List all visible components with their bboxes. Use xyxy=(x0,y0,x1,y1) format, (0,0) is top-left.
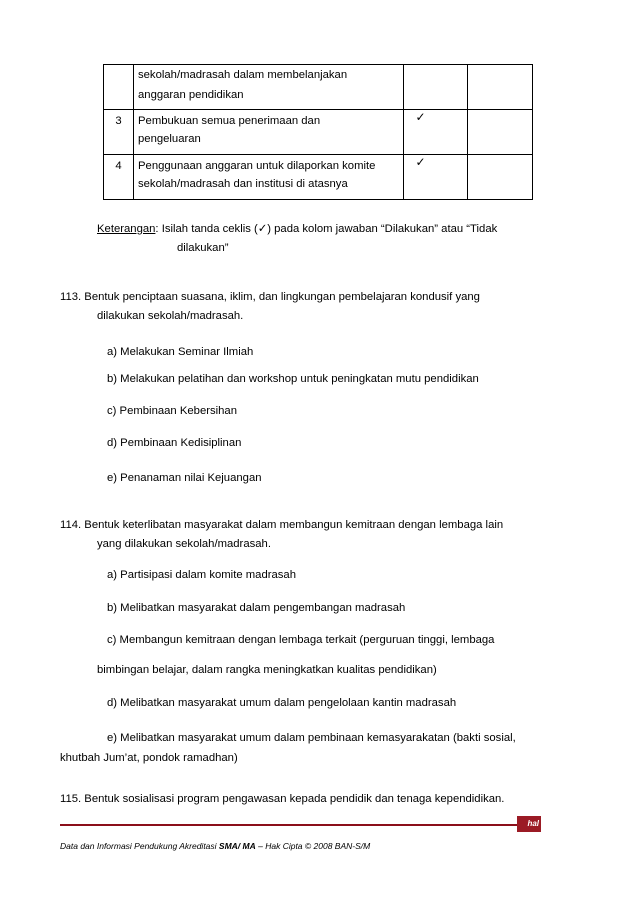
checkmark-icon: ✓ xyxy=(415,155,426,169)
option-114-e-cont: khutbah Jum’at, pondok ramadhan) xyxy=(60,752,238,764)
row-number: 4 xyxy=(104,155,134,200)
footer-divider xyxy=(60,824,517,826)
option-113-a[interactable]: a) Melakukan Seminar Ilmiah xyxy=(107,346,254,358)
option-113-d[interactable]: d) Pembinaan Kedisiplinan xyxy=(107,437,242,449)
question-114: 114. Bentuk keterlibatan masyarakat dalam membangun kemitraan dengan lembaga lain xyxy=(60,519,504,531)
keterangan-label: Keterangan xyxy=(97,223,156,235)
footer-bold: SMA/ MA xyxy=(218,841,256,851)
row-description xyxy=(134,155,404,200)
option-114-c-cont: bimbingan belajar, dalam rangka meningkatkan kualitas pendidikan) xyxy=(97,664,437,676)
question-113-cont: dilakukan sekolah/madrasah. xyxy=(97,310,244,322)
table-row xyxy=(104,155,533,200)
row-line: Pembukuan semua penerimaan dan xyxy=(138,115,321,127)
keterangan-text: : Isilah tanda ceklis (✓) pada kolom jawaban “Dilakukan” atau “Tidak xyxy=(155,223,498,235)
check-cell-dilakukan[interactable] xyxy=(404,110,468,155)
check-cell-dilakukan[interactable] xyxy=(404,155,468,200)
row-description xyxy=(134,65,404,110)
checkmark-icon: ✓ xyxy=(415,110,426,124)
option-114-b[interactable]: b) Melibatkan masyarakat dalam pengembangan madrasah xyxy=(107,602,406,614)
check-cell-tidak[interactable] xyxy=(468,110,533,155)
check-cell-dilakukan[interactable] xyxy=(404,65,468,110)
row-line: sekolah/madrasah dalam membelanjakan xyxy=(138,69,348,81)
check-cell-tidak[interactable] xyxy=(468,155,533,200)
option-113-c[interactable]: c) Pembinaan Kebersihan xyxy=(107,405,237,417)
table-row xyxy=(104,110,533,155)
option-113-b[interactable]: b) Melakukan pelatihan dan workshop untuk peningkatan mutu pendidikan xyxy=(107,373,479,385)
option-114-e[interactable]: e) Melibatkan masyarakat umum dalam pembinaan kemasyarakatan (bakti sosial, xyxy=(107,732,516,744)
keterangan-note xyxy=(97,222,497,236)
row-description xyxy=(134,110,404,155)
option-114-a[interactable]: a) Partisipasi dalam komite madrasah xyxy=(107,569,296,581)
check-cell-tidak[interactable] xyxy=(468,65,533,110)
keterangan-text-cont: dilakukan” xyxy=(177,242,229,254)
question-114-cont: yang dilakukan sekolah/madrasah. xyxy=(97,538,271,550)
row-line: sekolah/madrasah dan institusi di atasnya xyxy=(138,178,348,190)
row-number: 3 xyxy=(104,110,134,155)
question-115: 115. Bentuk sosialisasi program pengawasan kepada pendidik dan tenaga kependidikan. xyxy=(60,793,505,805)
row-line: anggaran pendidikan xyxy=(138,89,244,101)
row-line: pengeluaran xyxy=(138,133,201,145)
checklist-table xyxy=(103,64,533,200)
option-114-c[interactable]: c) Membangun kemitraan dengan lembaga terkait (perguruan tinggi, lembaga xyxy=(107,634,495,646)
option-113-e[interactable]: e) Penanaman nilai Kejuangan xyxy=(107,472,262,484)
page-number-tab: hal xyxy=(517,816,541,832)
footer-copyright xyxy=(60,841,370,851)
table-row xyxy=(104,65,533,110)
row-number xyxy=(104,65,134,110)
row-line: Penggunaan anggaran untuk dilaporkan komite xyxy=(138,160,376,172)
footer-post: – Hak Cipta © 2008 BAN-S/M xyxy=(255,841,371,851)
footer-pre: Data dan Informasi Pendukung Akreditasi xyxy=(60,841,219,851)
question-113: 113. Bentuk penciptaan suasana, iklim, dan lingkungan pembelajaran kondusif yang xyxy=(60,291,480,303)
option-114-d[interactable]: d) Melibatkan masyarakat umum dalam pengelolaan kantin madrasah xyxy=(107,697,457,709)
